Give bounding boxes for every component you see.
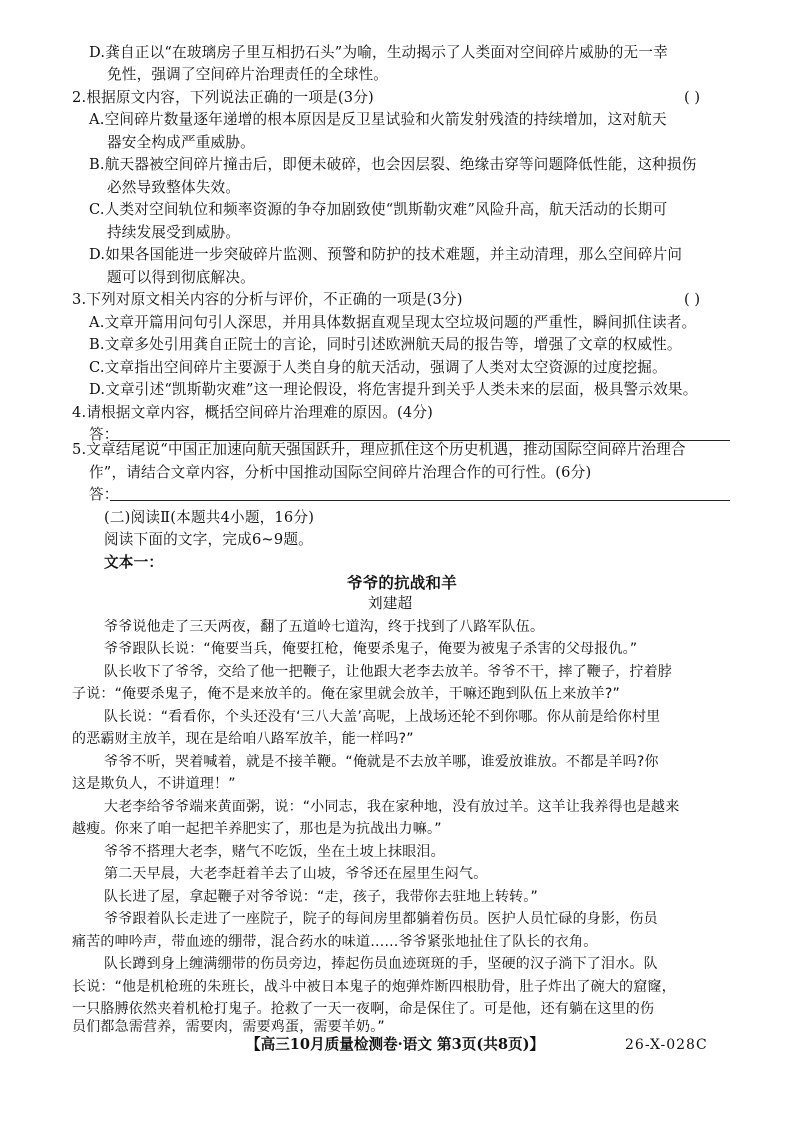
section2-heading: (二)阅读Ⅱ(本题共4小题，16分) [104, 509, 315, 526]
story-line: 爷爷说他走了三天两夜，翻了五道岭七道沟，终于找到了八路军队伍。 [104, 619, 545, 635]
q3-stem: 3.下列对原文相关内容的分析与评价，不正确的一项是(3分) [72, 291, 463, 308]
exam-code: 26-X-028C [625, 1037, 708, 1053]
story-line: 员们都急需营养，需要肉，需要鸡蛋，需要羊奶。” [72, 1019, 385, 1035]
q2-option-c-line2: 持续发展受到威胁。 [107, 224, 241, 241]
q1-option-d-line1: D.龚自正以“在玻璃房子里互相扔石头”为喻，生动揭示了人类面对空间碎片威胁的无一幸 [89, 44, 668, 61]
story-line: 大老李给爷爷端来黄面粥，说：“小同志，我在家种地，没有放过羊。这羊让我养得也是越来 [104, 799, 680, 815]
q5-answer-line[interactable] [110, 500, 730, 501]
story-line: 爷爷跟着队长走进了一座院子，院子的每间房里都躺着伤员。医护人员忙碌的身影，伤员 [104, 911, 658, 927]
q2-option-b-line2: 必然导致整体失效。 [107, 179, 241, 196]
q2-option-c-line1: C.人类对空间轨位和频率资源的争夺加剧致使“凯斯勒灾难”风险升高，航天活动的长期可 [89, 201, 668, 218]
q3-answer-paren[interactable]: ( ) [684, 291, 701, 308]
page-footer-label: 【高三10月质量检测卷·语文 第3页(共8页)】 [246, 1036, 545, 1053]
story-line: 长说：“他是机枪班的朱班长，战斗中被日本鬼子的炮弹炸断四根肋骨，肚子炸出了碗大的窟窿， [72, 979, 676, 995]
q5-stem-line1: 5.文章结尾说“中国正加速向航天强国跃升，理应抓住这个历史机遇，推动国际空间碎片治理合 [72, 441, 686, 458]
story-line: 这是欺负人，不讲道理！” [72, 776, 236, 792]
q2-option-d-line1: D.如果各国能进一步突破碎片监测、预警和防护的技术难题，并主动清理，那么空间碎片问 [89, 246, 683, 263]
story-title: 爷爷的抗战和羊 [347, 573, 457, 592]
story-line: 队长进了屋，拿起鞭子对爷爷说：“走，孩子，我带你去驻地上转转。” [104, 889, 538, 905]
q2-stem: 2.根据原文内容，下列说法正确的一项是(3分) [72, 89, 374, 106]
story-line: 第二天早晨，大老李赶着羊去了山坡，爷爷还在屋里生闷气。 [104, 866, 488, 882]
q2-answer-paren[interactable]: ( ) [684, 89, 701, 106]
q3-option-a: A.文章开篇用问句引人深思，并用具体数据直观呈现太空垃圾问题的严重性，瞬间抓住读者。 [89, 314, 697, 331]
story-line: 的恶霸财主放羊，现在是给咱八路军放羊，能一样吗?” [72, 731, 414, 747]
story-line: 队长说：“看看你，个头还没有‘三八大盖’高呢，上战场还轮不到你哪。你从前是给你村里 [104, 709, 661, 725]
q3-option-c: C.文章指出空间碎片主要源于人类自身的航天活动，强调了人类对太空资源的过度挖掘。 [89, 359, 667, 376]
story-line: 痛苦的呻吟声，带血迹的绷带，混合药水的味道……爷爷紧张地扯住了队长的衣角。 [72, 934, 598, 950]
q2-option-b-line1: B.航天器被空间碎片撞击后，即便未破碎，也会因层裂、绝缘击穿等问题降低性能，这种损伤 [89, 156, 697, 173]
story-line: 爷爷不听，哭着喊着，就是不接羊鞭。“俺就是不去放羊哪，谁爱放谁放。不都是羊吗?你 [104, 754, 659, 770]
story-line: 子说：“俺要杀鬼子，俺不是来放羊的。俺在家里就会放羊，干嘛还跑到队伍上来放羊?” [72, 686, 620, 702]
q3-option-d: D.文章引述“凯斯勒灾难”这一理论假设，将危害提升到关乎人类未来的层面，极具警示效果。 [89, 381, 698, 398]
story-line: 队长蹲到身上缠满绷带的伤员旁边，捧起伤员血迹斑斑的手，坚硬的汉子淌下了泪水。队 [104, 956, 658, 972]
q3-option-b: B.文章多处引用龚自正院士的言论，同时引述欧洲航天局的报告等，增强了文章的权威性。 [89, 336, 682, 353]
story-line: 一只胳膊依然夹着机枪打鬼子。抢救了一天一夜啊，命是保住了。可是他，还有躺在这里的伤 [72, 1001, 655, 1017]
q4-answer-label: 答： [89, 426, 119, 443]
q1-option-d-line2: 免性，强调了空间碎片治理责任的全球性。 [107, 66, 389, 83]
story-line: 队长收下了爷爷，交给了他一把鞭子，让他跟大老李去放羊。爷爷不干，摔了鞭子，拧着脖 [104, 664, 672, 680]
story-author: 刘建超 [368, 595, 413, 612]
text-one-label: 文本一： [104, 554, 164, 571]
q2-option-a-line2: 器安全构成严重威胁。 [107, 134, 255, 151]
story-line: 爷爷不搭理大老李，赌气不吃饭，坐在土坡上抹眼泪。 [104, 844, 445, 860]
section2-instruction: 阅读下面的文字，完成6~9题。 [104, 531, 313, 548]
q5-answer-label: 答： [89, 486, 119, 503]
q2-option-a-line1: A.空间碎片数量逐年递增的根本原因是反卫星试验和火箭发射残渣的持续增加，这对航天 [89, 111, 667, 128]
q5-stem-line2: 作”，请结合文章内容，分析中国推动国际空间碎片治理合作的可行性。(6分) [89, 464, 592, 481]
q2-option-d-line2: 题可以得到彻底解决。 [107, 269, 255, 286]
q4-stem: 4.请根据文章内容，概括空间碎片治理难的原因。(4分) [72, 404, 434, 421]
story-line: 爷爷跟队长说：“俺要当兵，俺要扛枪，俺要杀鬼子，俺要为被鬼子杀害的父母报仇。” [104, 641, 638, 657]
story-line: 越瘦。你来了咱一起把羊养肥实了，那也是为抗战出力嘛。” [72, 821, 442, 837]
